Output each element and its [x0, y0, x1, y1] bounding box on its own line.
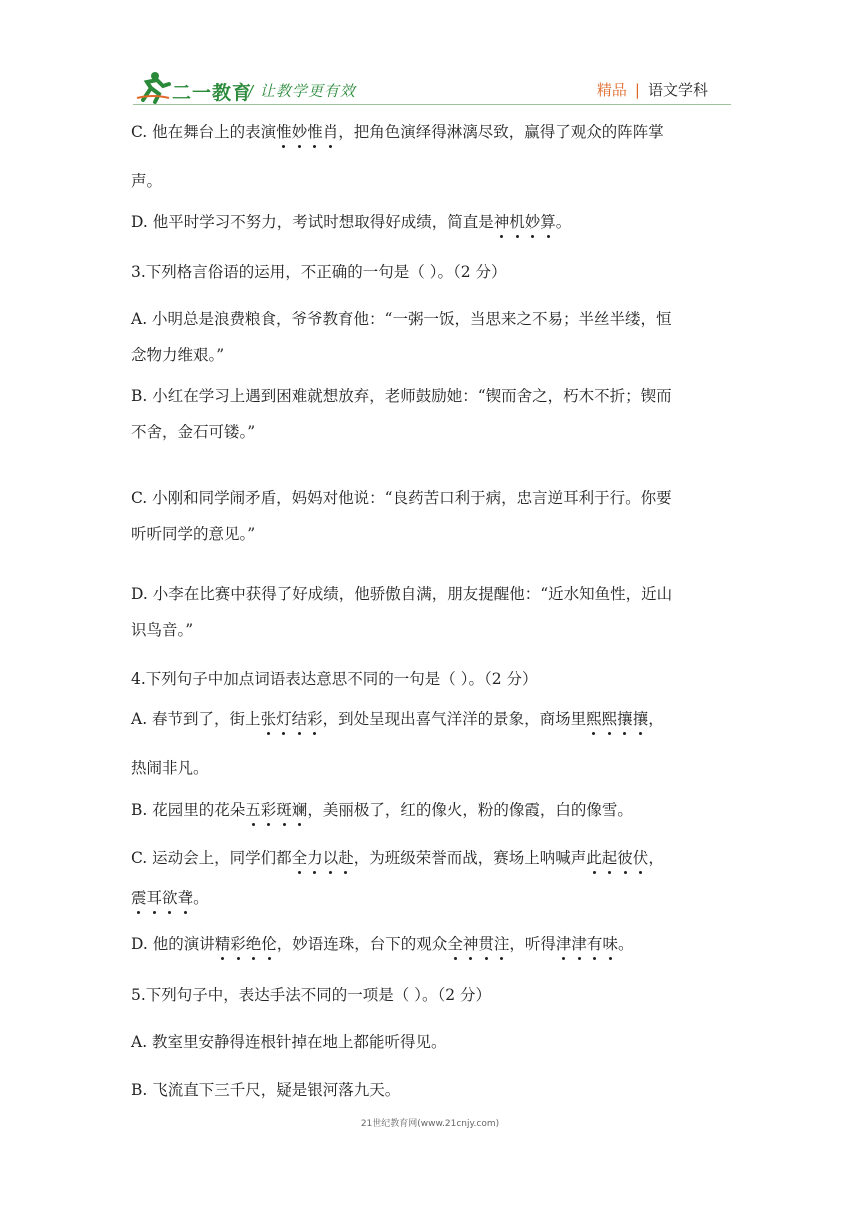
text: 。 [555, 213, 572, 231]
emphasis-char: 伦 [261, 932, 277, 956]
emphasis-char: 算 [540, 210, 556, 234]
emphasis-char: 贯 [478, 932, 494, 956]
emphasis-char: 妙 [292, 120, 308, 144]
emphasis-char: 耳 [147, 886, 163, 910]
text: ， [648, 710, 664, 728]
q3-option-b-line-2: 不舍，金石可镂。” [131, 423, 256, 441]
emphasis-char: 力 [307, 846, 323, 870]
emphasis-char: 震 [131, 886, 147, 910]
text: A. 春节到了，街上 [131, 710, 261, 728]
emphasis-char: 精 [215, 932, 231, 956]
emphasis-char: 此 [586, 846, 602, 870]
q3-option-a-line-2: 念物力维艰。” [131, 346, 225, 364]
emphasis-char: 斑 [276, 798, 292, 822]
q4-option-a-line-2: 热闹非凡。 [131, 759, 209, 777]
emphasis-char: 斓 [292, 798, 308, 822]
text: ， [648, 849, 664, 867]
text: 。 [193, 889, 209, 907]
emphasis-char: 彼 [617, 846, 633, 870]
text: D. 他平时学习不努力，考试时想取得好成绩，简直是 [131, 213, 494, 231]
subject-tag: 语文学科 [647, 81, 708, 99]
emphasis-char: 起 [602, 846, 618, 870]
emphasis-char: 灯 [276, 707, 292, 731]
quality-tag: 精品 [596, 81, 627, 99]
text: ，到处呈现出喜气洋洋的景象，商场里 [322, 710, 587, 728]
emphasis-char: 张 [261, 707, 277, 731]
emphasis-char: 肖 [323, 120, 339, 144]
q4-option-b-line [131, 798, 633, 822]
header-tags [597, 79, 708, 100]
text: B. 花园里的花朵 [131, 801, 246, 819]
emphasized-phrase [131, 889, 193, 907]
emphasized-phrase [292, 849, 354, 867]
text: 。 [617, 935, 634, 953]
option-d-line [131, 210, 571, 234]
emphasis-char: 有 [587, 932, 603, 956]
q3-option-d-line-2: 识鸟音。” [131, 621, 194, 639]
q4-option-c-line-1 [131, 846, 664, 870]
emphasis-char: 全 [292, 846, 308, 870]
emphasis-char: 注 [494, 932, 510, 956]
header-divider [133, 104, 731, 105]
option-c-line-1 [131, 120, 664, 144]
q4-option-d-line [131, 932, 633, 956]
q5-option-a: A. 教室里安静得连根针掉在地上都能听得见。 [131, 1033, 447, 1051]
brand-name: 二一教育 [172, 82, 253, 104]
emphasis-char: 味 [602, 932, 618, 956]
emphasized-phrase [215, 935, 277, 953]
q3-option-a-line-1: A. 小明总是浪费粮食，爷爷教育他：“一粥一饭，当思来之不易；半丝半缕，恒 [131, 310, 672, 328]
page-footer: 21世纪教育网(www.21cnjy.com) [360, 1119, 500, 1129]
emphasis-char: 欲 [162, 886, 178, 910]
emphasis-char: 惟 [276, 120, 292, 144]
emphasized-phrase [245, 801, 307, 819]
emphasis-char: 绝 [246, 932, 262, 956]
q3-option-c-line-1: C. 小刚和同学闹矛盾，妈妈对他说：“良药苦口利于病，忠言逆耳利于行。你要 [131, 489, 672, 507]
emphasized-phrase [447, 935, 509, 953]
emphasis-char: 伏 [633, 846, 649, 870]
emphasis-char: 彩 [230, 932, 246, 956]
text: C. 运动会上，同学们都 [131, 849, 292, 867]
emphasis-char: 熙 [602, 707, 618, 731]
emphasis-char: 攘 [617, 707, 633, 731]
page-header [0, 0, 860, 110]
text: C. 他在舞台上的表演 [131, 123, 277, 141]
text: ，把角色演绎得淋漓尽致，赢得了观众的阵阵掌 [338, 123, 664, 141]
q3-option-b-line-1: B. 小红在学习上遇到困难就想放弃，老师鼓励她：“锲而舍之，朽木不折；锲而 [131, 387, 672, 405]
q3-option-d-line-1: D. 小李在比赛中获得了好成绩，他骄傲自满，朋友提醒他：“近水知鱼性，近山 [131, 585, 673, 603]
emphasis-char: 彩 [261, 798, 277, 822]
brand-slogan: / 让教学更有效 [248, 82, 356, 100]
text: ，听得 [509, 935, 556, 953]
q4-option-c-line-2 [131, 886, 209, 910]
text: D. 他的演讲 [131, 935, 215, 953]
emphasized-phrase [494, 213, 556, 231]
emphasis-char: 五 [245, 798, 261, 822]
emphasis-char: 津 [556, 932, 572, 956]
emphasis-char: 机 [509, 210, 525, 234]
emphasized-phrase [276, 123, 338, 141]
q4-option-a-line-1 [131, 707, 664, 731]
text: ，妙语连珠，台下的观众 [276, 935, 448, 953]
emphasized-phrase [556, 935, 618, 953]
q3-option-c-line-2: 听听同学的意见。” [131, 525, 256, 543]
emphasis-char: 攘 [633, 707, 649, 731]
emphasis-char: 神 [494, 210, 510, 234]
text: ，为班级荣誉而战，赛场上呐喊声 [353, 849, 587, 867]
q5-option-b: B. 飞流直下三千尺，疑是银河落九天。 [131, 1081, 401, 1099]
emphasis-char: 津 [571, 932, 587, 956]
tag-separator: | [634, 81, 640, 99]
emphasis-char: 彩 [307, 707, 323, 731]
question-5-stem: 5.下列句子中，表达手法不同的一项是（ ）。（2 分） [131, 986, 492, 1004]
question-3-stem: 3.下列格言俗语的运用，不正确的一句是（ ）。（2 分） [131, 263, 507, 281]
emphasis-char: 熙 [586, 707, 602, 731]
question-4-stem: 4.下列句子中加点词语表达意思不同的一句是（ ）。（2 分） [131, 670, 538, 688]
emphasis-char: 惟 [307, 120, 323, 144]
emphasized-phrase [261, 710, 323, 728]
emphasis-char: 赴 [338, 846, 354, 870]
emphasis-char: 全 [447, 932, 463, 956]
text: ，美丽极了，红的像火，粉的像霞，白的像雪。 [307, 801, 633, 819]
option-c-line-2: 声。 [131, 172, 163, 190]
emphasized-phrase [586, 849, 648, 867]
emphasis-char: 结 [292, 707, 308, 731]
emphasis-char: 妙 [525, 210, 541, 234]
emphasized-phrase [586, 710, 648, 728]
emphasis-char: 神 [463, 932, 479, 956]
emphasis-char: 以 [323, 846, 339, 870]
emphasis-char: 聋 [178, 886, 194, 910]
